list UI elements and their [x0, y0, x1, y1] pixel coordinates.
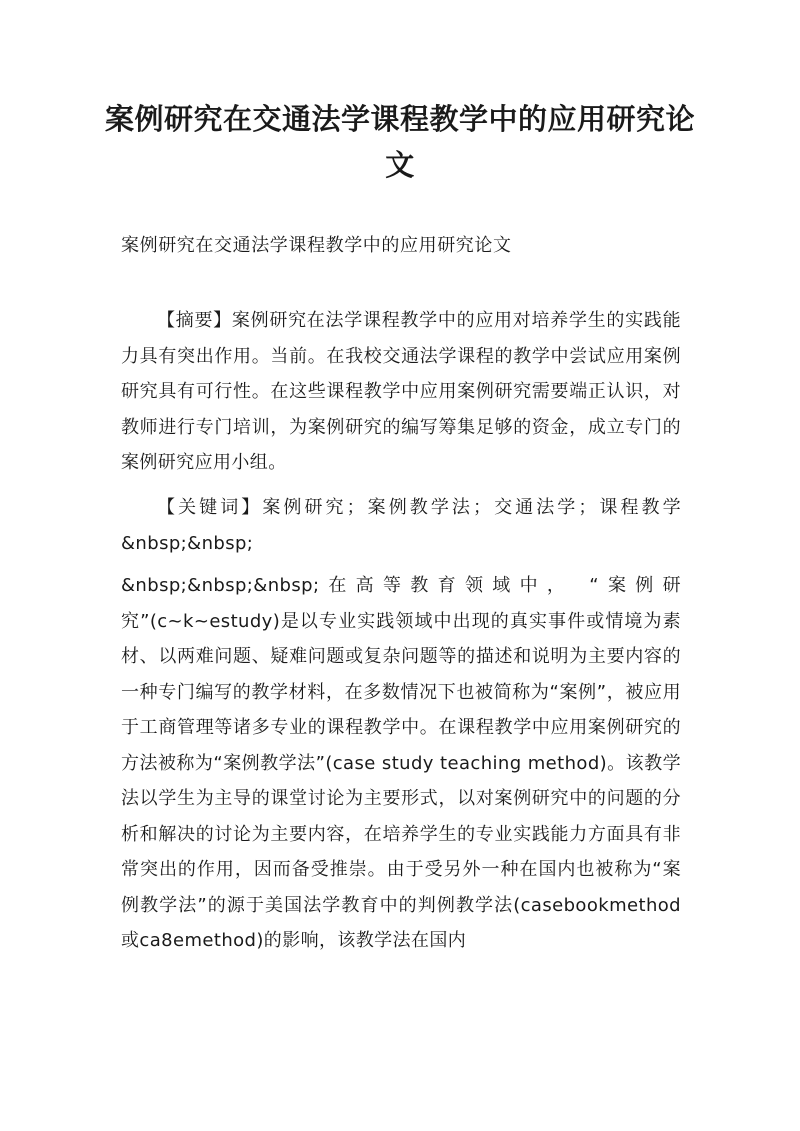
- abstract-paragraph: 【摘要】案例研究在法学课程教学中的应用对培养学生的实践能力具有突出作用。当前。在我校交通法学课程的教学中尝试应用案例研究具有可行性。在这些课程教学中应用案例研究需要端正认识，对教师进行专门培训，为案例研究的编写筹集足够的资金，成立专门的案例研究应用小组。: [121, 310, 681, 473]
- document-subtitle: 案例研究在交通法学课程教学中的应用研究论文: [121, 235, 512, 256]
- body-paragraph: &nbsp;&nbsp;&nbsp;在高等教育领域中， “案例研究”(c~k~estudy)是以专业实践领域中出现的真实事件或情境为素材、以两难问题、疑难问题或复杂问题等的描述和说明为主要内容的一种专门编写的教学材料，在多数情况下也被简称为“案例”，被应用于工商管理等诸多专业的课程教学中。在课程教学中应用案例研究的方法被称为“案例教学法”(case study teaching method)。该教学法以学生为主导的课堂讨论为主要形式，以对案例研究中的问题的分析和解决的讨论为主要内容，在培养学生的专业实践能力方面具有非常突出的作用，因而备受推崇。由于受另外一种在国内也被称为“案例教学法”的源于美国法学教育中的判例教学法(casebookmethod或ca8emethod)的影响，该教学法在国内: [121, 575, 681, 951]
- document-title: 案例研究在交通法学课程教学中的应用研究论文: [104, 102, 695, 182]
- keywords-paragraph: 【关键词】案例研究；案例教学法；交通法学；课程教学 &nbsp;&nbsp;: [121, 497, 681, 554]
